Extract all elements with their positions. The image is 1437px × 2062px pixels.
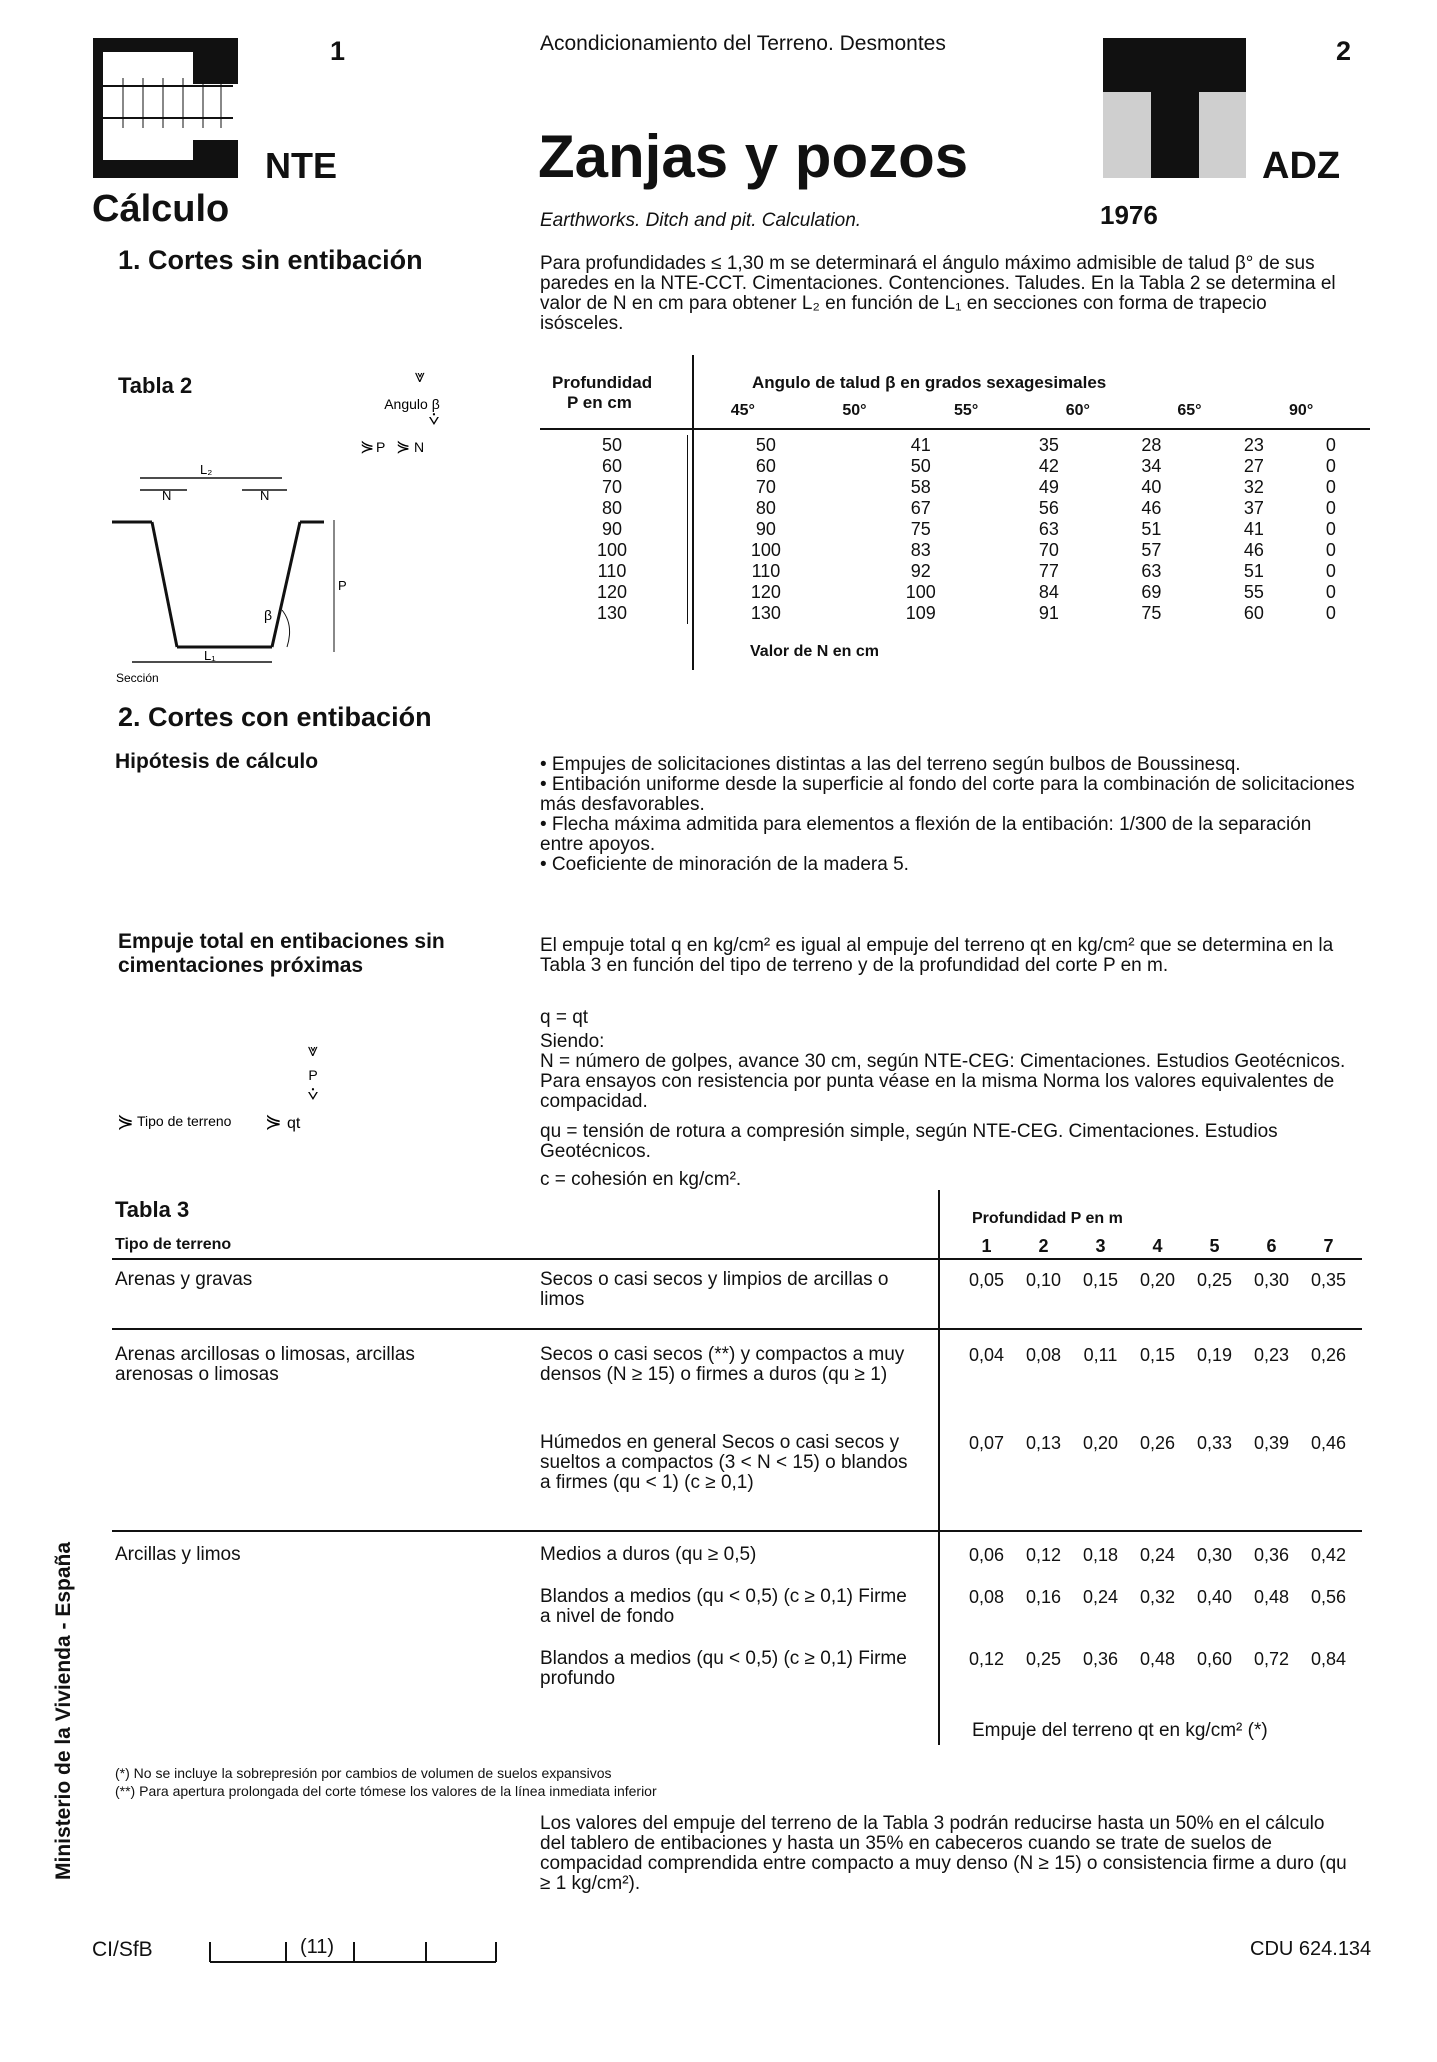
pressure-value: 0,72 — [1253, 1649, 1290, 1669]
angle-header: 50° — [842, 402, 867, 419]
depth-header: 1 — [981, 1236, 992, 1256]
n-value-cell: 60 — [1243, 603, 1264, 623]
depth-header: 4 — [1152, 1236, 1163, 1256]
table2-row — [537, 435, 1357, 456]
n-value-cell: 80 — [755, 498, 776, 518]
subtitle: Earthworks. Ditch and pit. Calculation. — [540, 210, 862, 231]
pressure-row — [958, 1545, 1357, 1566]
pressure-value: 0,26 — [1139, 1433, 1176, 1453]
terrain-type: Arenas y gravas — [115, 1269, 253, 1290]
table2-depth-header-2: P en cm — [567, 393, 632, 412]
n-value-cell: 42 — [1038, 456, 1059, 476]
terrain-type: Arcillas y limos — [115, 1544, 241, 1565]
svg-text:⋟: ⋟ — [360, 437, 375, 456]
cisfb-code: (11) — [300, 1936, 335, 1958]
angle-header: 60° — [1065, 402, 1090, 419]
n-value-cell: 49 — [1038, 477, 1059, 497]
n-value-cell: 109 — [905, 603, 936, 623]
table2-row — [537, 519, 1357, 540]
n-value-cell: 67 — [910, 498, 931, 518]
def-n: N = número de golpes, avance 30 cm, según NTE-CEG: Cimentaciones. Estudios Geotécnicos. Para ensayos con resistencia por punta véase en la misma Norma los valores equivalentes de compacidad. — [540, 1051, 1346, 1112]
final-paragraph: Los valores del empuje del terreno de la Tabla 3 podrán reducirse hasta un 50% en el cálculo del tablero de entibaciones y hasta un 35% en cabeceros cuando se trate de suelos de compacidad comprendida entre compacto a muy denso (N ≥ 15) o consistencia firme a duro (qu ≥ 1 kg/cm²). — [540, 1813, 1347, 1894]
angle-header: 45° — [730, 402, 755, 419]
pressure-value: 0,04 — [968, 1345, 1005, 1365]
table2-depth-header-1: Profundidad — [552, 373, 653, 392]
pressure-value: 0,60 — [1196, 1649, 1233, 1669]
svg-text:⩔: ⩔ — [414, 370, 426, 386]
n-value-cell: 77 — [1038, 561, 1059, 581]
section2-heading: 2. Cortes con entibación — [118, 702, 432, 732]
page-number-left: 1 — [330, 36, 346, 66]
pressure-value: 0,25 — [1025, 1649, 1062, 1669]
pressure-value: 0,84 — [1310, 1649, 1347, 1669]
depth-header: 2 — [1038, 1236, 1049, 1256]
pressure-value: 0,36 — [1082, 1649, 1119, 1669]
trench-diagram — [112, 370, 502, 700]
pressure-value: 0,24 — [1082, 1587, 1119, 1607]
terrain-condition: Blandos a medios (qu < 0,5) (c ≥ 0,1) Firme profundo — [540, 1648, 907, 1689]
n-value-cell: 63 — [1141, 561, 1162, 581]
n-value-cell: 40 — [1141, 477, 1162, 497]
formula: q = qt — [540, 1007, 589, 1028]
ministry-label: Ministerio de la Vivienda - España — [52, 1541, 75, 1880]
n-label: N — [414, 439, 425, 455]
pressure-value: 0,40 — [1196, 1587, 1233, 1607]
pressure-value: 0,30 — [1196, 1545, 1233, 1565]
angle-header: 65° — [1177, 402, 1202, 419]
table2-footer: Valor de N en cm — [750, 643, 879, 660]
n-value-cell: 84 — [1038, 582, 1059, 602]
table2-angle-header: Angulo de talud β en grados sexagesimales — [752, 373, 1107, 392]
pressure-value: 0,12 — [968, 1649, 1005, 1669]
n-value-cell: 70 — [755, 477, 776, 497]
table2-label: Tabla 2 — [118, 373, 193, 398]
pressure-value: 0,26 — [1310, 1345, 1347, 1365]
pressure-value: 0,48 — [1253, 1587, 1290, 1607]
depth-header: 3 — [1095, 1236, 1106, 1256]
pressure-value: 0,20 — [1139, 1270, 1176, 1290]
hypothesis-label: Hipótesis de cálculo — [115, 750, 319, 773]
n-value-cell: 75 — [910, 519, 931, 539]
n-value-cell: 41 — [910, 435, 931, 455]
table2-row — [537, 477, 1357, 498]
empuje-diagram — [115, 1040, 355, 1140]
depth-cell: 90 — [537, 519, 688, 540]
pressure-row — [958, 1345, 1357, 1366]
cisfb-boxes — [208, 1932, 498, 1966]
adz-logo — [1103, 38, 1246, 178]
n-value-cell: 91 — [1038, 603, 1059, 623]
terrain-condition: Blandos a medios (qu < 0,5) (c ≥ 0,1) Firme a nivel de fondo — [540, 1586, 907, 1627]
pressure-value: 0,48 — [1139, 1649, 1176, 1669]
pressure-row — [958, 1433, 1357, 1454]
def-c: c = cohesión en kg/cm². — [540, 1169, 742, 1190]
diag-qt-label: qt — [287, 1115, 301, 1132]
pressure-row — [958, 1587, 1357, 1608]
pressure-value: 0,06 — [968, 1545, 1005, 1565]
table3-tipo-header: Tipo de terreno — [115, 1236, 232, 1253]
terrain-condition: Secos o casi secos (**) y compactos a muy densos (N ≥ 15) o firmes a duros (qu ≥ 1) — [540, 1344, 905, 1385]
depth-cell: 130 — [537, 603, 688, 624]
diag-p-label: P — [308, 1067, 318, 1083]
pressure-value: 0,25 — [1196, 1270, 1233, 1290]
pressure-value: 0,24 — [1139, 1545, 1176, 1565]
depth-cell: 110 — [537, 561, 688, 582]
pressure-value: 0,05 — [968, 1270, 1005, 1290]
n-value-cell: 92 — [910, 561, 931, 581]
n-value-cell: 0 — [1325, 603, 1336, 623]
table2-row — [537, 456, 1357, 477]
depth-cell: 80 — [537, 498, 688, 519]
n-value-cell: 35 — [1038, 435, 1059, 455]
cisfb-label: CI/SfB — [92, 1938, 153, 1961]
table3-prof-header: Profundidad P en m — [972, 1210, 1123, 1227]
pressure-value: 0,19 — [1196, 1345, 1233, 1365]
n-value-cell: 32 — [1243, 477, 1264, 497]
n-value-cell: 110 — [751, 561, 781, 581]
depth-header: 6 — [1266, 1236, 1277, 1256]
n-value-cell: 46 — [1141, 498, 1162, 518]
svg-text:⩔: ⩔ — [307, 1040, 319, 1060]
empuje-text: El empuje total q en kg/cm² es igual al empuje del terreno qt en kg/cm² que se determina en la Tabla 3 en función del tipo de terreno y de la profundidad del corte P en m. — [540, 935, 1334, 976]
pressure-value: 0,10 — [1025, 1270, 1062, 1290]
pressure-value: 0,13 — [1025, 1433, 1062, 1453]
n-value-cell: 58 — [910, 477, 931, 497]
table3-group-rule-2 — [112, 1530, 1362, 1532]
l1-label: L₁ — [204, 648, 216, 663]
pressure-value: 0,15 — [1082, 1270, 1119, 1290]
pressure-value: 0,07 — [968, 1433, 1005, 1453]
diag-tipo-label: Tipo de terreno — [137, 1113, 232, 1129]
n-value-cell: 0 — [1325, 582, 1336, 602]
n-value-cell: 0 — [1325, 498, 1336, 518]
pressure-value: 0,30 — [1253, 1270, 1290, 1290]
series-title: Acondicionamiento del Terreno. Desmontes — [540, 32, 946, 55]
table3-label: Tabla 3 — [115, 1197, 190, 1222]
table2-row — [537, 561, 1357, 582]
nte-label: NTE — [265, 145, 337, 186]
n-value-cell: 0 — [1325, 477, 1336, 497]
terrain-condition: Secos o casi secos y limpios de arcillas o limos — [540, 1269, 889, 1310]
terrain-type: Arenas arcillosas o limosas, arcillas arenosas o limosas — [115, 1344, 415, 1385]
hypothesis-item: • Flecha máxima admitida para elementos a flexión de la entibación: 1/300 de la separación entre apoyos. — [540, 814, 1312, 855]
note-2: (**) Para apertura prolongada del corte tómese los valores de la línea inmediata inferior — [115, 1783, 657, 1799]
pressure-value: 0,33 — [1196, 1433, 1233, 1453]
n-value-cell: 50 — [755, 435, 776, 455]
n-value-cell: 0 — [1325, 456, 1336, 476]
beta-label: β — [264, 607, 273, 623]
p-label: P — [376, 439, 386, 455]
pressure-value: 0,18 — [1082, 1545, 1119, 1565]
depth-header: 5 — [1209, 1236, 1220, 1256]
year: 1976 — [1100, 200, 1158, 230]
depth-cell: 60 — [537, 456, 688, 477]
pressure-value: 0,08 — [968, 1587, 1005, 1607]
table3-footer: Empuje del terreno qt en kg/cm² (*) — [972, 1720, 1268, 1741]
table3-depth-headers — [958, 1236, 1357, 1257]
n-value-cell: 69 — [1141, 582, 1162, 602]
pressure-value: 0,20 — [1082, 1433, 1119, 1453]
table3-divider — [938, 1190, 940, 1745]
n-value-cell: 0 — [1325, 435, 1336, 455]
l2-label: L₂ — [200, 462, 213, 477]
hypothesis-item: • Entibación uniforme desde la superficie al fondo del corte para la combinación de solicitaciones más desfavorables. — [540, 774, 1355, 815]
n-value-cell: 75 — [1141, 603, 1162, 623]
hypothesis-item: • Coeficiente de minoración de la madera 5. — [540, 854, 909, 875]
section1-intro: Para profundidades ≤ 1,30 m se determinará el ángulo máximo admisible de talud β° de sus paredes en la NTE-CCT. Cimentaciones. Contenciones. Taludes. En la Tabla 2 se determina el valor de N en cm para obtener L₂ en función de L₁ en secciones con forma de trapecio isósceles. — [540, 253, 1336, 334]
pressure-value: 0,12 — [1025, 1545, 1062, 1565]
hypothesis-item: • Empujes de solicitaciones distintas a las del terreno según bulbos de Boussinesq. — [540, 754, 1241, 775]
n-value-cell: 57 — [1141, 540, 1162, 560]
page-title: Zanjas y pozos — [538, 123, 969, 190]
siendo: Siendo: — [540, 1031, 605, 1052]
pressure-value: 0,32 — [1139, 1587, 1176, 1607]
table3-header-rule — [112, 1258, 1362, 1260]
n-value-cell: 0 — [1325, 561, 1336, 581]
depth-cell: 100 — [537, 540, 688, 561]
n-value-cell: 120 — [750, 582, 781, 602]
depth-cell: 50 — [537, 435, 688, 456]
depth-cell: 120 — [537, 582, 688, 603]
pressure-value: 0,35 — [1310, 1270, 1347, 1290]
pressure-value: 0,56 — [1310, 1587, 1347, 1607]
n-right-label: N — [260, 488, 270, 503]
svg-text:⋟: ⋟ — [265, 1111, 282, 1133]
svg-text:⋟: ⋟ — [396, 437, 411, 456]
n-value-cell: 90 — [755, 519, 776, 539]
svg-text:⋟: ⋟ — [117, 1111, 134, 1133]
section1-heading: 1. Cortes sin entibación — [118, 245, 423, 275]
pressure-row — [958, 1270, 1357, 1291]
angle-label: Angulo β — [384, 396, 440, 412]
n-value-cell: 46 — [1243, 540, 1264, 560]
n-value-cell: 50 — [910, 456, 931, 476]
pressure-value: 0,11 — [1083, 1345, 1118, 1365]
n-value-cell: 63 — [1038, 519, 1059, 539]
n-value-cell: 70 — [1038, 540, 1059, 560]
n-value-cell: 23 — [1243, 435, 1264, 455]
pressure-value: 0,42 — [1310, 1545, 1347, 1565]
depth-header: 7 — [1323, 1236, 1334, 1256]
n-value-cell: 56 — [1038, 498, 1059, 518]
n-value-cell: 100 — [750, 540, 781, 560]
n-value-cell: 0 — [1325, 540, 1336, 560]
n-value-cell: 130 — [750, 603, 781, 623]
n-left-label: N — [162, 488, 172, 503]
pressure-value: 0,39 — [1253, 1433, 1290, 1453]
terrain-condition: Húmedos en general Secos o casi secos y sueltos a compactos (3 < N < 15) o blandos a firmes (qu < 1) (c ≥ 0,1) — [540, 1432, 908, 1493]
pressure-value: 0,15 — [1139, 1345, 1176, 1365]
table2-row — [537, 603, 1357, 624]
pressure-value: 0,08 — [1025, 1345, 1062, 1365]
n-value-cell: 83 — [910, 540, 931, 560]
def-qu: qu = tensión de rotura a compresión simple, según NTE-CEG. Cimentaciones. Estudios Geotécnicos. — [540, 1121, 1278, 1162]
adz-label: ADZ — [1262, 145, 1341, 187]
n-value-cell: 37 — [1243, 498, 1264, 518]
table2 — [537, 400, 1357, 421]
table2-row — [537, 540, 1357, 561]
n-value-cell: 28 — [1141, 435, 1162, 455]
pressure-value: 0,16 — [1025, 1587, 1062, 1607]
n-value-cell: 51 — [1141, 519, 1162, 539]
cdu-label: CDU 624.134 — [1250, 1938, 1372, 1960]
table2-body — [537, 435, 1357, 624]
table2-row — [537, 498, 1357, 519]
n-value-cell: 51 — [1243, 561, 1264, 581]
pressure-row — [958, 1649, 1357, 1670]
svg-text:⩒: ⩒ — [307, 1084, 319, 1104]
n-value-cell: 60 — [755, 456, 776, 476]
n-value-cell: 27 — [1243, 456, 1264, 476]
depth-cell: 70 — [537, 477, 688, 498]
angle-header: 55° — [954, 402, 979, 419]
section-label: Sección — [116, 671, 159, 685]
hypothesis-list — [540, 755, 1355, 875]
pressure-value: 0,46 — [1310, 1433, 1347, 1453]
section-title: Cálculo — [92, 188, 230, 230]
n-value-cell: 0 — [1325, 519, 1336, 539]
table3-group-rule-1 — [112, 1328, 1362, 1330]
pressure-value: 0,36 — [1253, 1545, 1290, 1565]
empuje-label: Empuje total en entibaciones sin cimentaciones próximas — [118, 930, 445, 977]
page-number-right: 2 — [1336, 36, 1352, 66]
pressure-value: 0,23 — [1253, 1345, 1290, 1365]
svg-text:⩒: ⩒ — [428, 409, 440, 429]
n-value-cell: 100 — [905, 582, 936, 602]
n-value-cell: 41 — [1243, 519, 1264, 539]
p-side-label: P — [338, 578, 347, 593]
terrain-condition: Medios a duros (qu ≥ 0,5) — [540, 1544, 757, 1565]
table2-row — [537, 582, 1357, 603]
n-value-cell: 55 — [1243, 582, 1264, 602]
angle-header: 90° — [1289, 402, 1314, 419]
note-1: (*) No se incluye la sobrepresión por cambios de volumen de suelos expansivos — [115, 1765, 612, 1781]
table2-header-rule — [540, 428, 1370, 430]
n-value-cell: 34 — [1141, 456, 1162, 476]
nte-logo — [93, 38, 238, 178]
